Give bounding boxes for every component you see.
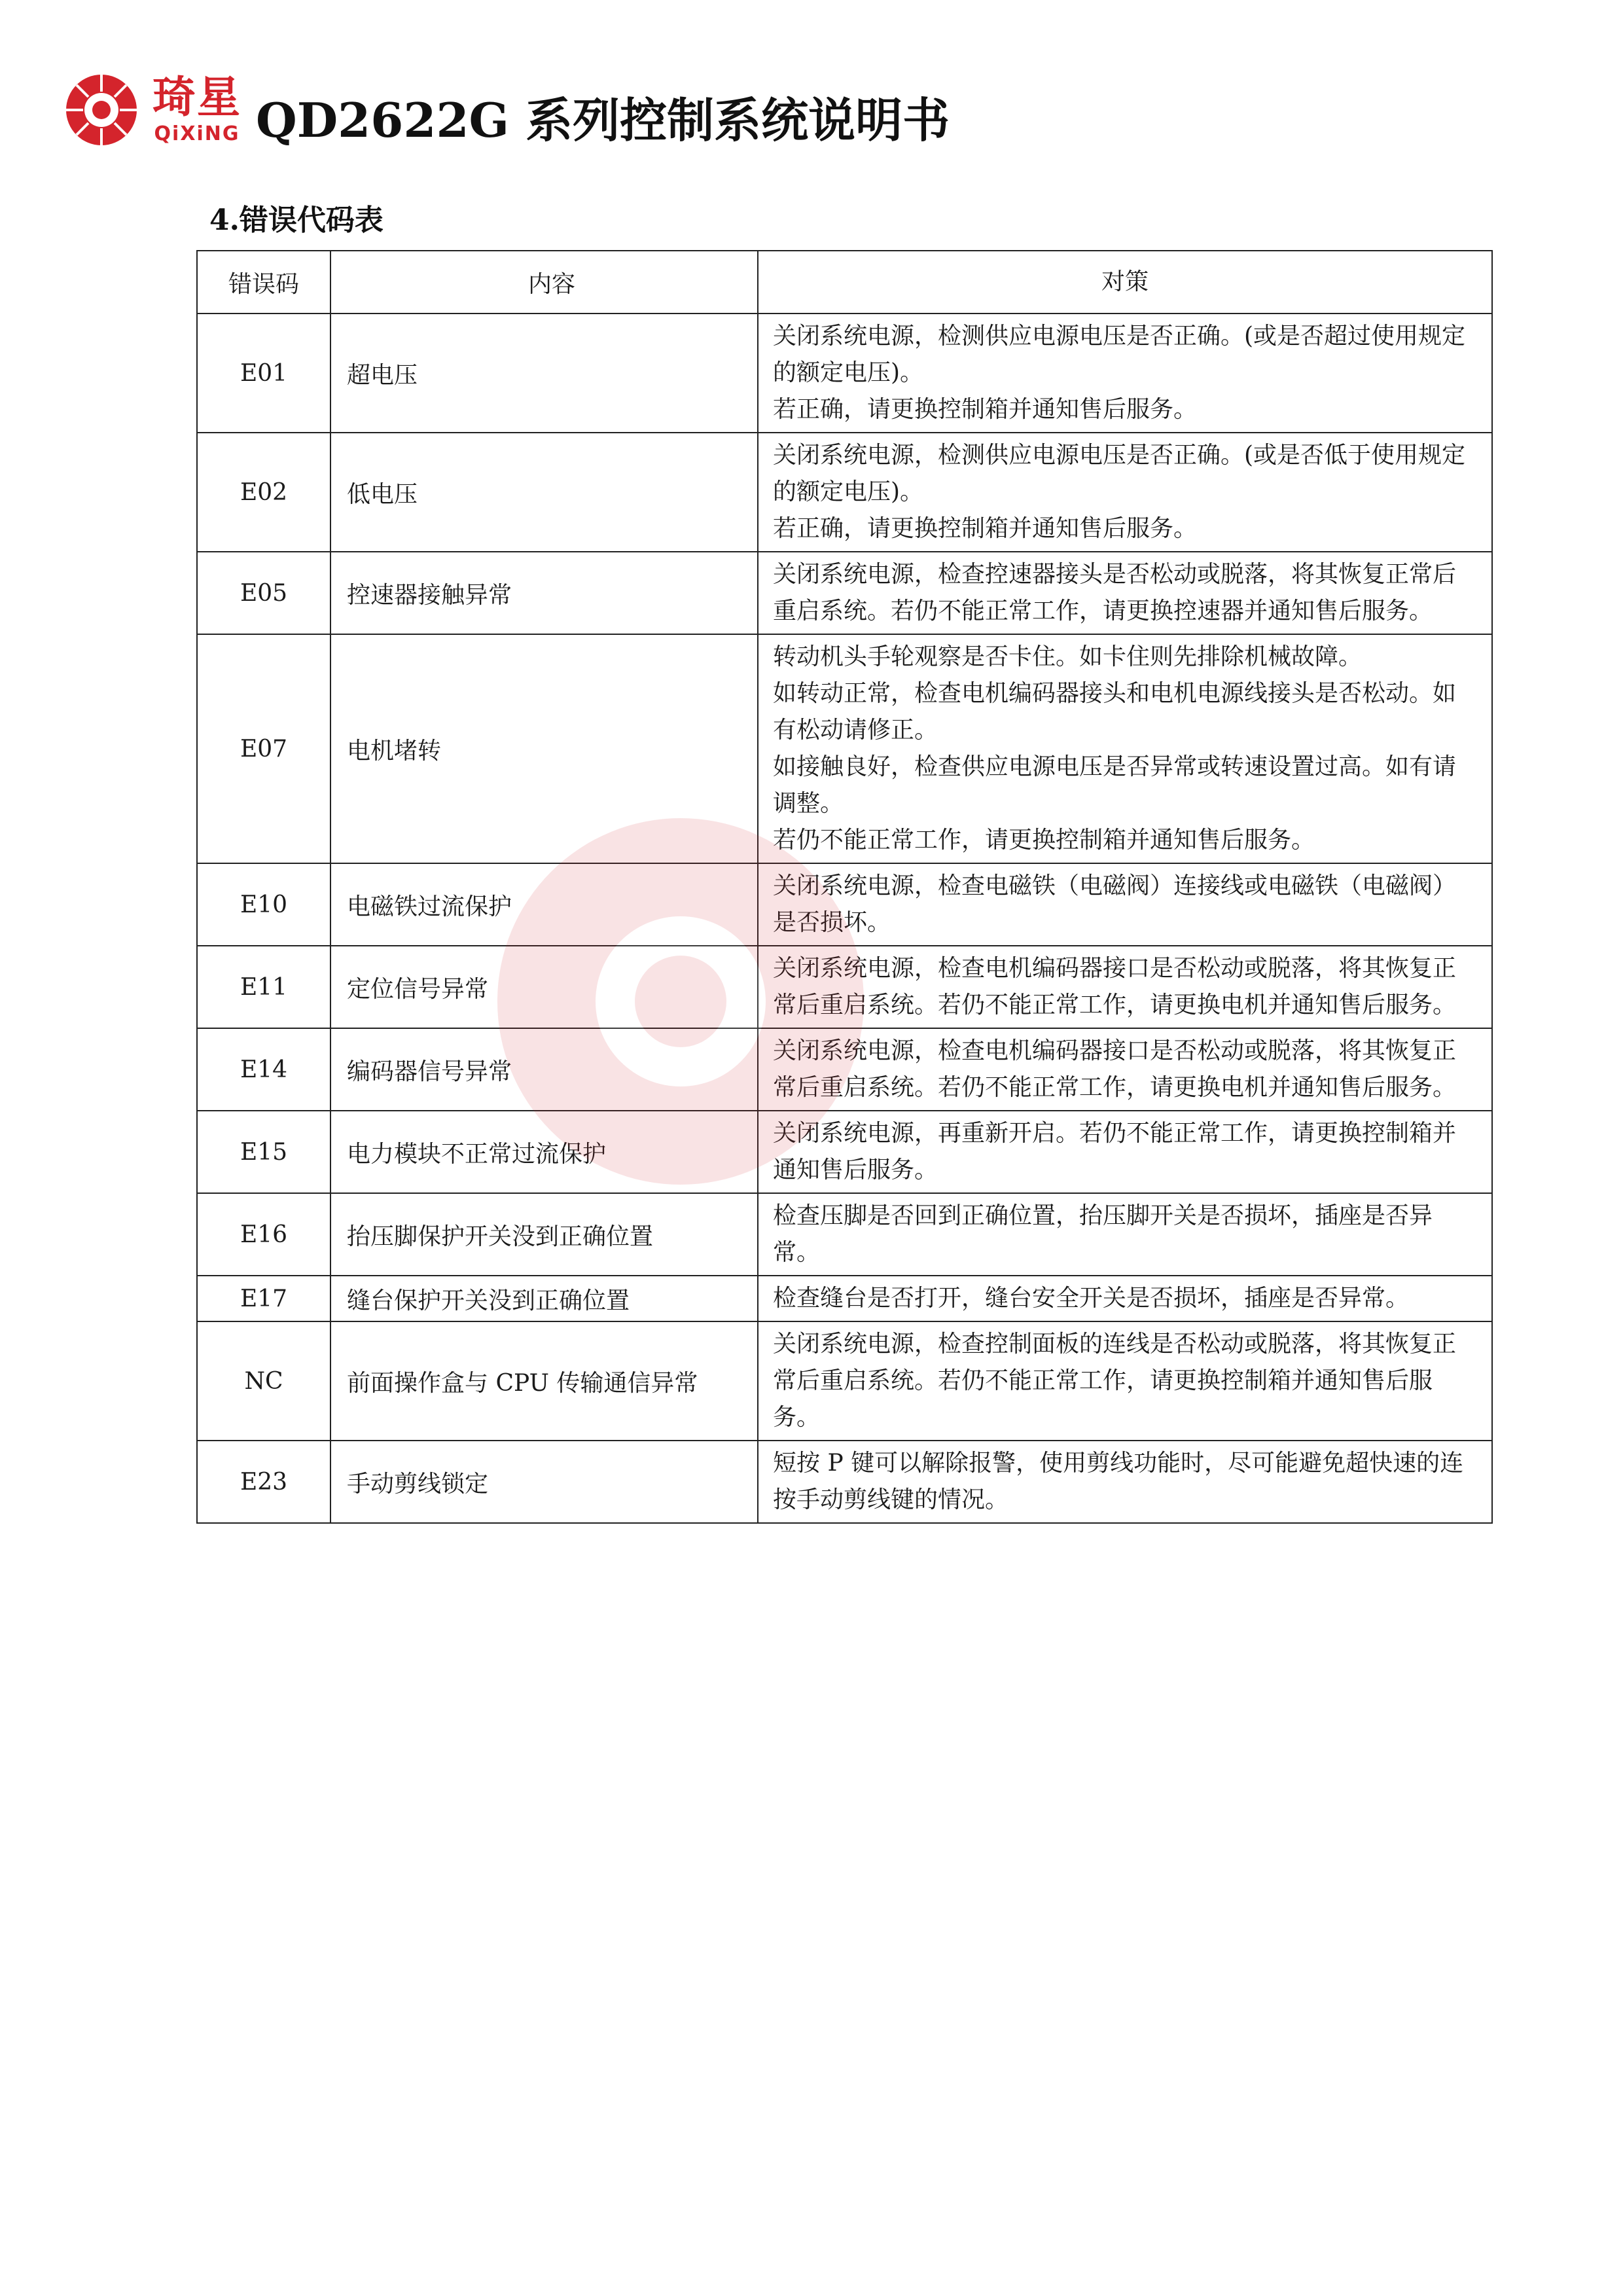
table-row: [197, 1276, 1492, 1321]
brand-name: [152, 72, 241, 145]
error-code-cell: E16: [197, 1193, 330, 1276]
remedy-line: 关闭系统电源，检查电磁铁（电磁阀）连接线或电磁铁（电磁阀）是否损坏。: [773, 872, 1457, 936]
table-row: [197, 1441, 1492, 1523]
table-row: [197, 634, 1492, 863]
error-content-cell: 电磁铁过流保护: [330, 863, 758, 946]
remedy-line: 关闭系统电源，检测供应电源电压是否正确。(或是否低于使用规定的额定电压)。: [773, 442, 1466, 505]
error-remedy-cell: [758, 433, 1492, 552]
brand-en: QiXiNG: [154, 122, 240, 145]
error-remedy-cell: [758, 863, 1492, 946]
error-content-cell: 抬压脚保护开关没到正确位置: [330, 1193, 758, 1276]
error-remedy-cell: [758, 946, 1492, 1028]
remedy-line: 检查缝台是否打开，缝台安全开关是否损坏，插座是否异常。: [773, 1285, 1410, 1312]
error-content-cell: 电机堵转: [330, 634, 758, 863]
table-row: [197, 552, 1492, 634]
remedy-line: 关闭系统电源，再重新开启。若仍不能正常工作，请更换控制箱并通知售后服务。: [773, 1120, 1457, 1183]
table-row: [197, 946, 1492, 1028]
table-row: [197, 1111, 1492, 1193]
error-code-cell: E17: [197, 1276, 330, 1321]
error-content-cell: 定位信号异常: [330, 946, 758, 1028]
section-heading: 4.错误代码表: [209, 204, 383, 237]
remedy-line: 检查压脚是否回到正确位置，抬压脚开关是否损坏，插座是否异常。: [773, 1202, 1433, 1266]
error-remedy-cell: [758, 1321, 1492, 1441]
error-remedy-cell: [758, 1028, 1492, 1111]
error-remedy-cell: [758, 1193, 1492, 1276]
error-code-cell: NC: [197, 1321, 330, 1441]
table-row: [197, 433, 1492, 552]
brand-cn: 琦星: [152, 72, 241, 122]
error-code-cell: E23: [197, 1441, 330, 1523]
table-row: [197, 1321, 1492, 1441]
remedy-line: 短按 P 键可以解除报警，使用剪线功能时，尽可能避免超快速的连按手动剪线键的情况。: [773, 1450, 1464, 1513]
remedy-line: 关闭系统电源，检查控制面板的连线是否松动或脱落，将其恢复正常后重启系统。若仍不能正常工作，请更换控制箱并通知售后服务。: [773, 1331, 1457, 1431]
error-code-cell: E07: [197, 634, 330, 863]
remedy-line: 关闭系统电源，检查控速器接头是否松动或脱落，将其恢复正常后重启系统。若仍不能正常工作，请更换控速器并通知售后服务。: [773, 561, 1457, 624]
error-code-table: [196, 250, 1493, 1524]
column-header-code: 错误码: [197, 251, 330, 314]
remedy-line: 若正确，请更换控制箱并通知售后服务。: [773, 515, 1198, 542]
error-content-cell: 电力模块不正常过流保护: [330, 1111, 758, 1193]
table-header-row: [197, 251, 1492, 314]
error-content-cell: 超电压: [330, 314, 758, 433]
error-content-cell: 前面操作盒与 CPU 传输通信异常: [330, 1321, 758, 1441]
remedy-line: 关闭系统电源，检查电机编码器接口是否松动或脱落，将其恢复正常后重启系统。若仍不能正常工作，请更换电机并通知售后服务。: [773, 955, 1457, 1018]
error-remedy-cell: [758, 1111, 1492, 1193]
remedy-line: 转动机头手轮观察是否卡住。如卡住则先排除机械故障。: [773, 643, 1363, 670]
remedy-line: 若仍不能正常工作，请更换控制箱并通知售后服务。: [773, 827, 1315, 853]
remedy-line: 如转动正常，检查电机编码器接头和电机电源线接头是否松动。如有松动请修正。: [773, 680, 1457, 744]
table-row: [197, 863, 1492, 946]
error-content-cell: 手动剪线锁定: [330, 1441, 758, 1523]
error-content-cell: 编码器信号异常: [330, 1028, 758, 1111]
table-row: [197, 1028, 1492, 1111]
error-code-cell: E11: [197, 946, 330, 1028]
error-content-cell: 低电压: [330, 433, 758, 552]
remedy-line: 如接触良好，检查供应电源电压是否异常或转速设置过高。如有请调整。: [773, 753, 1457, 817]
error-remedy-cell: [758, 634, 1492, 863]
error-remedy-cell: [758, 1276, 1492, 1321]
error-code-cell: E02: [197, 433, 330, 552]
remedy-line: 关闭系统电源，检测供应电源电压是否正确。(或是否超过使用规定的额定电压)。: [773, 323, 1466, 386]
error-code-cell: E05: [197, 552, 330, 634]
qixing-logo-icon: [62, 71, 141, 149]
column-header-content: 内容: [330, 251, 758, 314]
document-title: QD2622G 系列控制系统说明书: [256, 92, 950, 148]
error-code-cell: E01: [197, 314, 330, 433]
error-remedy-cell: [758, 314, 1492, 433]
error-remedy-cell: [758, 1441, 1492, 1523]
table-row: [197, 314, 1492, 433]
error-code-cell: E15: [197, 1111, 330, 1193]
remedy-line: 若正确，请更换控制箱并通知售后服务。: [773, 396, 1198, 423]
column-header-remedy: 对策: [758, 251, 1492, 314]
error-code-cell: E10: [197, 863, 330, 946]
table-row: [197, 1193, 1492, 1276]
error-content-cell: 缝台保护开关没到正确位置: [330, 1276, 758, 1321]
error-content-cell: 控速器接触异常: [330, 552, 758, 634]
remedy-line: 关闭系统电源，检查电机编码器接口是否松动或脱落，将其恢复正常后重启系统。若仍不能正常工作，请更换电机并通知售后服务。: [773, 1037, 1457, 1101]
error-remedy-cell: [758, 552, 1492, 634]
table-body: [197, 314, 1492, 1523]
error-code-cell: E14: [197, 1028, 330, 1111]
page-header: [62, 71, 950, 149]
